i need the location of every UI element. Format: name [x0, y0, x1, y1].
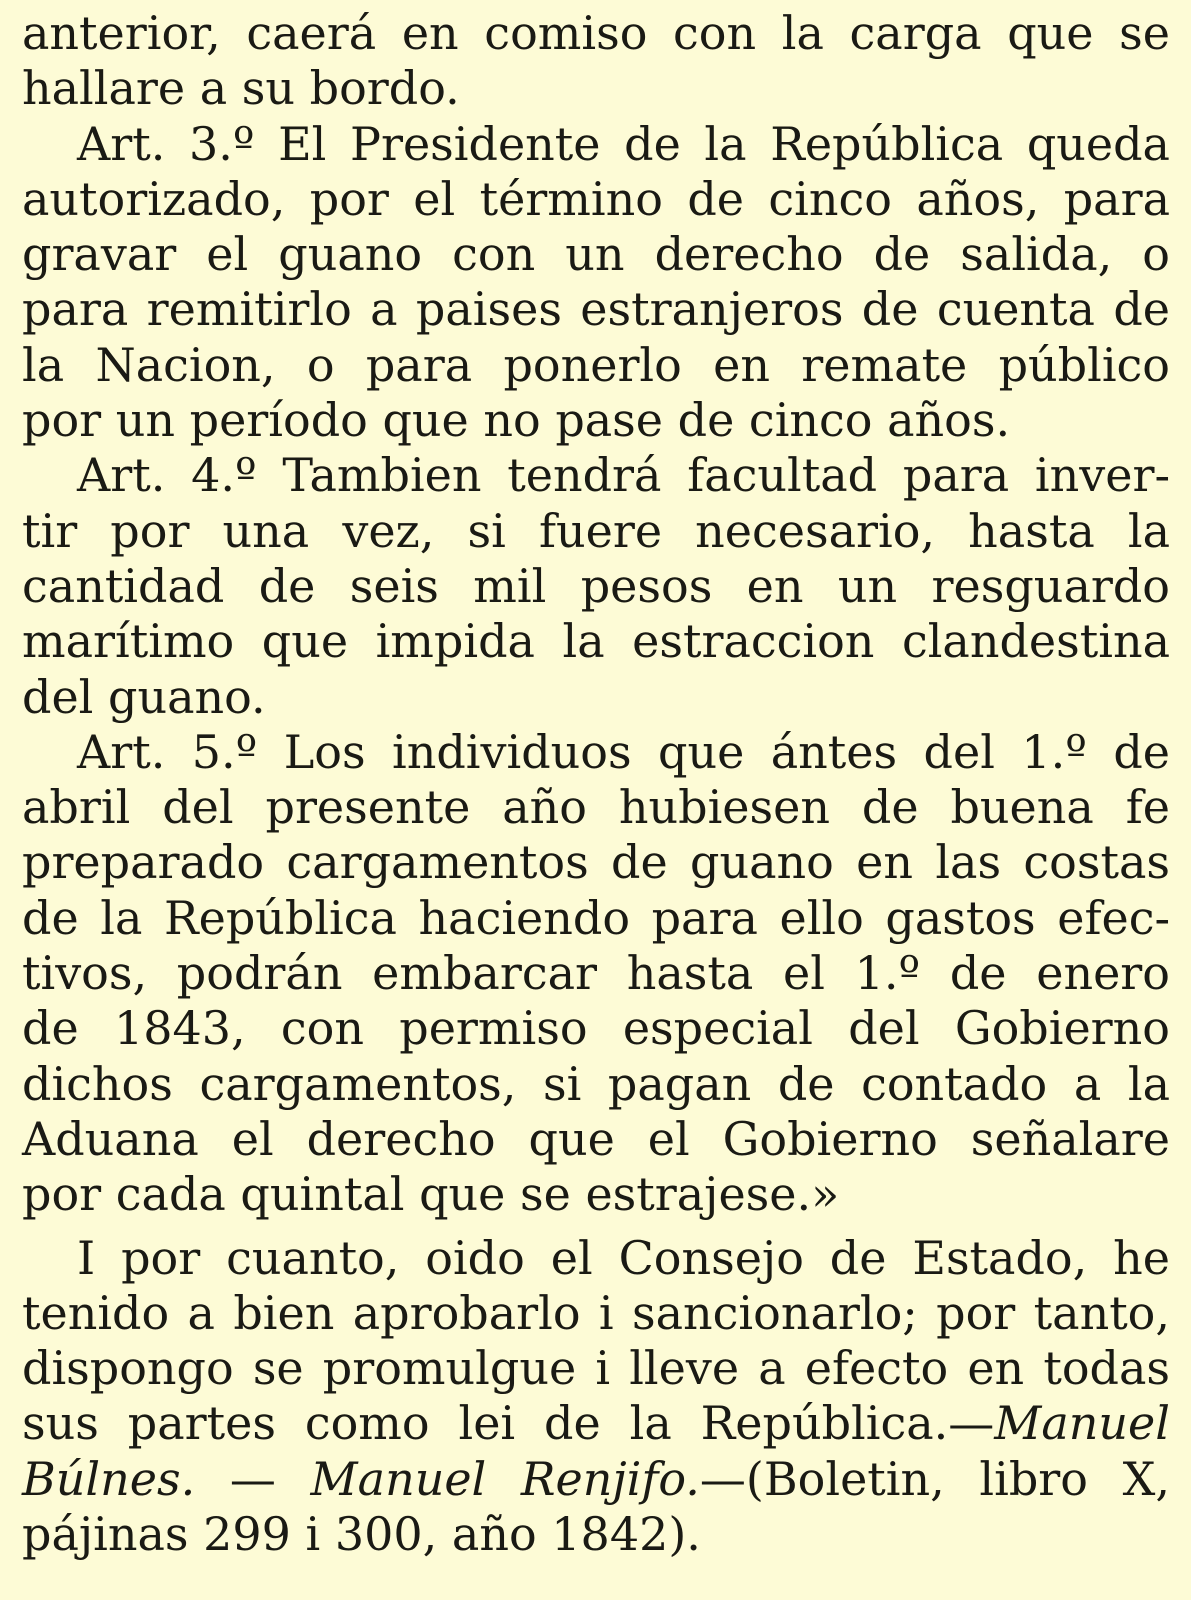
text-line: Art. 3.º El Presidente de la República queda	[77, 116, 1170, 171]
paragraph-enactment	[22, 1231, 1170, 1563]
text-line: gravar el guano con un derecho de salida, o	[22, 227, 1170, 282]
paragraph-art-3	[22, 117, 1170, 449]
signature-separator: —	[195, 1451, 311, 1506]
text-line: hallare a su bordo.	[22, 61, 460, 116]
paragraph-1	[22, 6, 1170, 117]
closing-line: pájinas 299 i 300, año 1842).	[22, 1507, 701, 1562]
signature-bulnes-first-name: Manuel	[994, 1396, 1170, 1451]
text-line: I por cuanto, oido el Consejo de Estado, he	[77, 1230, 1170, 1285]
text-line: tir por una vez, si fuere necesario, hasta la	[22, 503, 1170, 558]
text-line: de la República haciendo para ello gastos efec-	[22, 890, 1170, 945]
source-citation: —(Boletin, libro X,	[699, 1451, 1170, 1506]
document-page	[22, 6, 1170, 1562]
paragraph-gap	[22, 1223, 1170, 1231]
text-line: marítimo que impida la estraccion clandestina	[22, 614, 1170, 669]
signature-line-1-text: sus partes como lei de la República.—	[22, 1396, 995, 1451]
text-line: tivos, podrán embarcar hasta el 1.º de enero	[22, 946, 1170, 1001]
text-line: la Nacion, o para ponerlo en remate público	[22, 337, 1170, 392]
text-line: por un período que no pase de cinco años.	[22, 393, 1011, 448]
text-line: abril del presente año hubiesen de buena fe	[22, 780, 1170, 835]
signature-line-2	[22, 1452, 1170, 1507]
signature-renjifo: Manuel Renjifo.	[310, 1451, 700, 1506]
text-line: de 1843, con permiso especial del Gobierno	[22, 1001, 1170, 1056]
text-line: autorizado, por el término de cinco años, para	[22, 171, 1170, 226]
text-line: Aduana el derecho que el Gobierno señalare	[22, 1111, 1170, 1166]
text-line: anterior, caerá en comiso con la carga que se	[22, 6, 1170, 60]
text-line: preparado cargamentos de guano en las costas	[22, 835, 1170, 890]
paragraph-art-5	[22, 725, 1170, 1223]
text-line: dispongo se promulgue i lleve a efecto en todas	[22, 1341, 1170, 1396]
text-line: por cada quintal que se estrajese.»	[22, 1167, 840, 1222]
text-line: para remitirlo a paises estranjeros de cuenta de	[22, 282, 1170, 337]
text-line: Art. 5.º Los individuos que ántes del 1.º de	[77, 724, 1170, 779]
paragraph-art-4	[22, 448, 1170, 724]
text-line: tenido a bien aprobarlo i sancionarlo; por tanto,	[22, 1285, 1170, 1340]
text-line: dichos cargamentos, si pagan de contado a la	[22, 1056, 1170, 1111]
signature-bulnes-surname: Búlnes.	[22, 1451, 196, 1506]
text-line: cantidad de seis mil pesos en un resguardo	[22, 558, 1170, 613]
text-line: Art. 4.º Tambien tendrá facultad para inver-	[77, 448, 1170, 503]
signature-line-1	[22, 1396, 1170, 1451]
text-line: del guano.	[22, 669, 266, 724]
